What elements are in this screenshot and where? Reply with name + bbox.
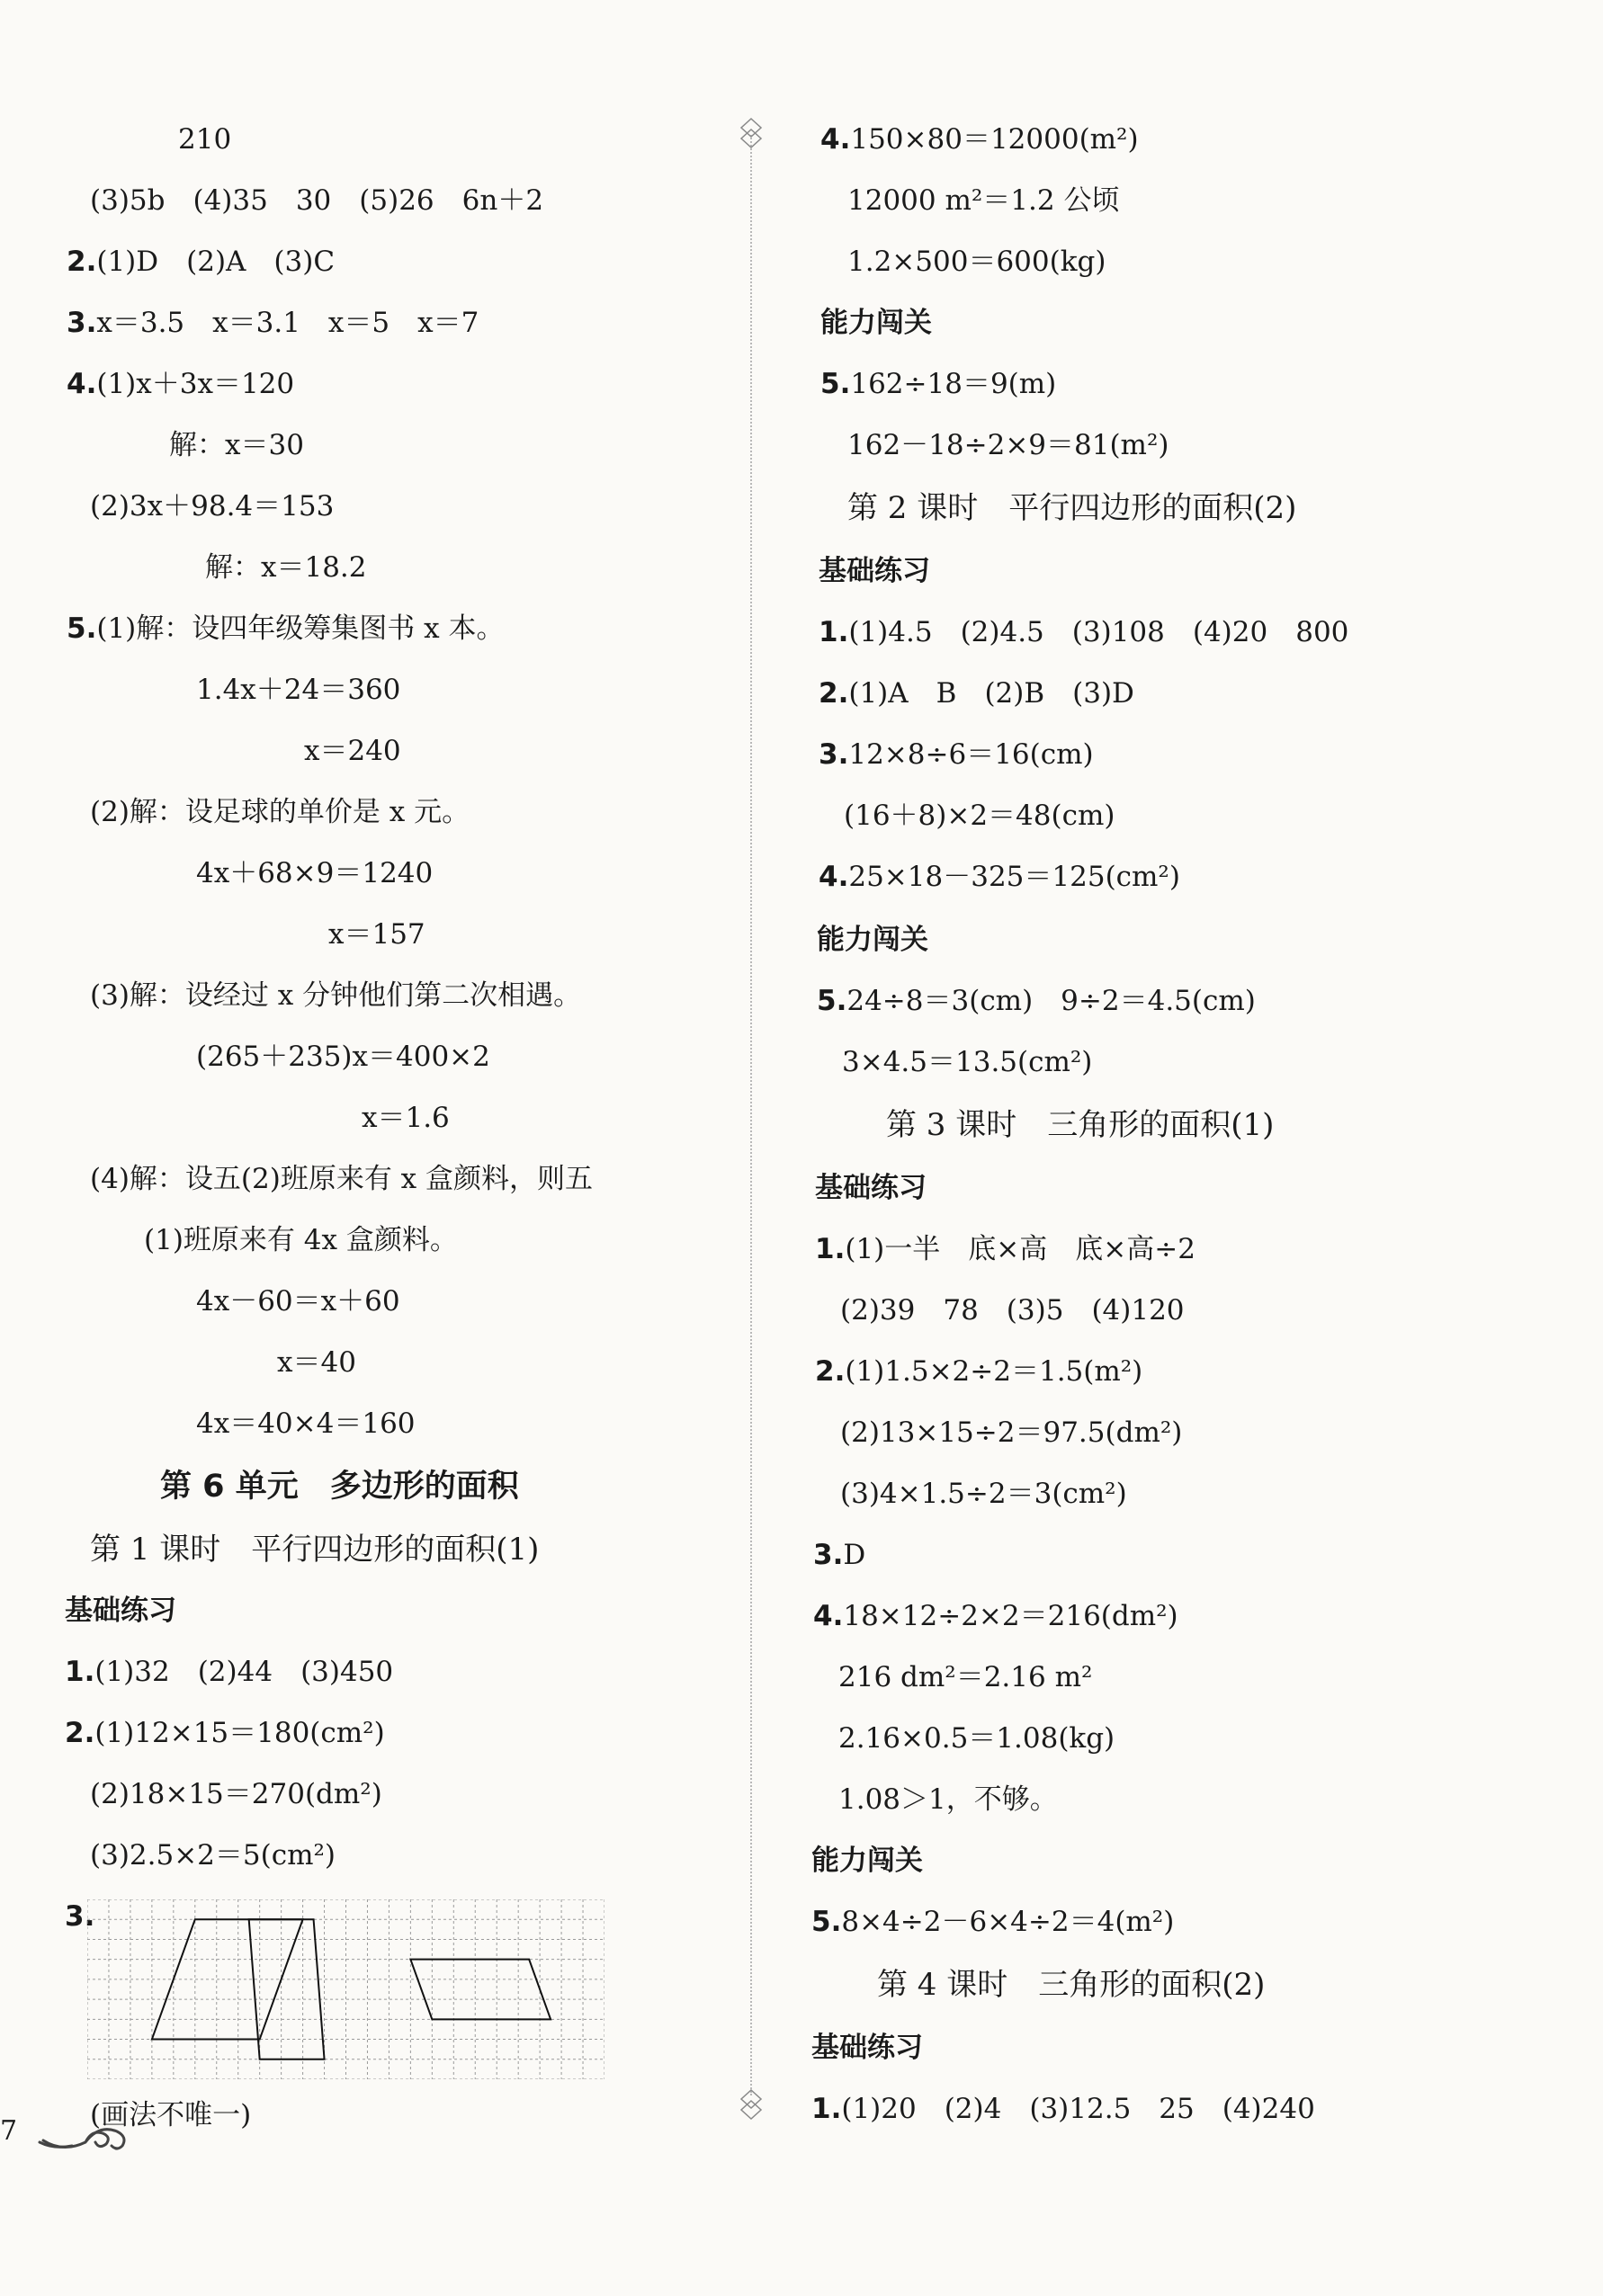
line-text: (1)1.5×2÷2＝1.5(m²) [845,1355,1143,1388]
line-text: 解：x＝18.2 [205,551,367,584]
answer-line [328,916,425,952]
line-text: 能力闯关 [811,1845,923,1877]
answer-line [178,121,231,157]
answer-line [838,1659,1092,1695]
line-text: 1.2×500＝600(kg) [847,246,1106,278]
answer-line [813,1598,1178,1634]
page-number: 7 [0,2115,18,2147]
answer-line [817,983,1256,1019]
answer-line [169,427,304,463]
line-text: (3)2.5×2＝5(cm²) [90,1839,336,1872]
line-text: 能力闯关 [820,307,932,339]
line-text: (2)解：设足球的单价是 x 元。 [90,796,470,828]
line-text: (1)班原来有 4x 盒颜料。 [144,1224,458,1256]
answer-line [90,978,581,1014]
line-text: (2)3x＋98.4＝153 [90,490,335,523]
answer-line [196,1039,490,1075]
section-heading [815,1170,927,1206]
answer-line [196,1283,400,1319]
section-heading [811,2030,923,2066]
line-text: (1)解：设四年级筹集图书 x 本。 [96,612,505,645]
line-text: 基础练习 [65,1595,176,1627]
lesson-heading [886,1107,1274,1143]
question-number: 3. [813,1539,844,1571]
line-text: 8×4÷2－6×4÷2＝4(m²) [841,1906,1175,1938]
line-text: (1)32 (2)44 (3)450 [94,1656,394,1688]
answer-line [90,183,543,219]
answer-line [65,1654,393,1690]
question-number: 1. [819,616,849,648]
answer-line [840,1476,1127,1512]
line-text: 150×80＝12000(m²) [850,123,1139,156]
line-text: (4)解：设五(2)班原来有 x 盒颜料，则五 [90,1163,594,1195]
line-text: (1)12×15＝180(cm²) [94,1717,385,1749]
answer-line [144,1222,458,1258]
line-text: 1.4x＋24＝360 [196,674,401,706]
answer-line [811,1904,1174,1940]
answer-line [67,305,479,341]
line-text: 4x－60＝x＋60 [196,1285,400,1318]
answer-line [815,1353,1142,1389]
answer-line [811,2091,1315,2127]
divider-knot-top-icon [739,117,763,153]
line-text: 18×12÷2×2＝216(dm²) [843,1600,1178,1632]
question-number: 2. [65,1717,95,1749]
line-text: (3)5b (4)35 30 (5)26 6n＋2 [90,184,544,217]
answer-line [65,1715,385,1751]
line-text: (1)x＋3x＝120 [96,368,295,400]
question-number: 3. [67,307,97,339]
answer-line [67,611,504,647]
line-text: 第 1 课时 平行四边形的面积(1) [90,1532,540,1568]
answer-line [277,1345,356,1380]
lesson-heading [847,490,1296,526]
answer-line [362,1100,450,1136]
line-text: 第 4 课时 三角形的面积(2) [877,1967,1266,2003]
answer-line [838,1720,1115,1756]
answer-line [67,366,294,402]
answer-line [196,855,433,891]
lesson-heading [90,1532,539,1568]
answer-line [813,1537,865,1573]
parallelogram-grid-figure [87,1899,604,2079]
answer-line [840,1415,1182,1451]
line-text: 第 6 单元 多边形的面积 [160,1469,519,1505]
question-number: 4. [819,861,849,893]
line-text: 4x＋68×9＝1240 [196,857,434,889]
line-text: 12×8÷6＝16(cm) [848,738,1094,771]
answer-line [847,427,1169,463]
line-text: 25×18－325＝125(cm²) [848,861,1180,893]
question-number: 3. [819,738,849,771]
line-text: x＝40 [277,1346,356,1379]
answer-line [196,672,400,708]
answer-line [838,1782,1058,1818]
line-text: 12000 m²＝1.2 公顷 [847,184,1120,217]
question-number: 1. [815,1233,846,1265]
answer-line [842,1044,1092,1080]
section-heading [820,305,932,341]
question-number: 5. [67,612,97,645]
line-text: x＝240 [304,735,401,767]
line-text: (1)4.5 (2)4.5 (3)108 (4)20 800 [848,616,1349,648]
question-number: 2. [819,677,849,710]
section-heading [65,1593,176,1629]
question-number: 3. [65,1900,95,1933]
section-heading [817,922,928,958]
question-number: 4. [820,123,851,156]
line-text: (3)4×1.5÷2＝3(cm²) [840,1478,1127,1510]
column-divider [750,135,752,2095]
line-text: x＝3.5 x＝3.1 x＝5 x＝7 [96,307,479,339]
answer-line [819,675,1134,711]
question-number: 1. [811,2093,842,2125]
answer-line [90,794,470,830]
lesson-heading [877,1967,1265,2003]
question-number: 2. [815,1355,846,1388]
line-text: (1)A B (2)B (3)D [848,677,1134,710]
line-text: 第 3 课时 三角形的面积(1) [886,1107,1275,1143]
line-text: (265＋235)x＝400×2 [196,1041,490,1073]
line-text: 2.16×0.5＝1.08(kg) [838,1722,1115,1755]
answer-line [67,244,335,280]
question-number: 5. [811,1906,842,1938]
line-text: 基础练习 [819,555,930,587]
answer-line [304,733,401,769]
section-heading [811,1843,923,1879]
line-text: 216 dm²＝2.16 m² [838,1661,1093,1693]
answer-line [847,183,1119,219]
line-text: (2)18×15＝270(dm²) [90,1778,382,1810]
answer-line [815,1231,1196,1267]
answer-line [844,798,1115,834]
answer-line [847,244,1106,280]
question-number: 5. [817,985,847,1017]
line-text: (3)解：设经过 x 分钟他们第二次相遇。 [90,979,582,1012]
answer-line [819,859,1180,895]
cloud-ornament-icon [36,2113,135,2158]
answer-line [819,614,1348,650]
section-heading [819,553,930,589]
answer-line [90,488,334,524]
line-text: (16＋8)×2＝48(cm) [844,800,1115,832]
answer-line [819,737,1094,773]
divider-knot-bottom-icon [739,2088,763,2124]
answer-line [90,1161,593,1197]
line-text: (1)20 (2)4 (3)12.5 25 (4)240 [841,2093,1315,2125]
unit-heading [160,1469,519,1505]
line-text: (画法不唯一) [90,2099,252,2131]
line-text: 第 2 课时 平行四边形的面积(2) [847,490,1297,526]
answer-line [90,1776,382,1812]
answer-line [90,1837,336,1873]
line-text: 4x＝40×4＝160 [196,1407,416,1440]
question-number: 1. [65,1656,95,1688]
answer-line [820,121,1139,157]
line-text: 162－18÷2×9＝81(m²) [847,429,1169,461]
line-text: x＝157 [328,918,425,951]
line-text: 基础练习 [811,2032,923,2064]
line-text: 162÷18＝9(m) [850,368,1057,400]
answer-line [820,366,1056,402]
answer-line [840,1292,1185,1328]
parallelogram-shape [410,1960,551,2020]
line-text: 基础练习 [815,1172,927,1204]
line-text: D [843,1539,866,1571]
answer-line [196,1406,416,1442]
line-text: 解：x＝30 [169,429,304,461]
line-text: (1)一半 底×高 底×高÷2 [845,1233,1196,1265]
line-text: (2)13×15÷2＝97.5(dm²) [840,1416,1183,1449]
line-text: (1)D (2)A (3)C [96,246,336,278]
question-number: 4. [813,1600,844,1632]
line-text: 210 [178,123,232,156]
question-number: 2. [67,246,97,278]
question-number: 5. [820,368,851,400]
answer-line [205,549,367,585]
line-text: 24÷8＝3(cm) 9÷2＝4.5(cm) [846,985,1256,1017]
line-text: 能力闯关 [817,924,928,956]
line-text: x＝1.6 [362,1102,450,1134]
line-text: 3×4.5＝13.5(cm²) [842,1046,1093,1078]
line-text: (2)39 78 (3)5 (4)120 [840,1294,1185,1327]
question-number: 4. [67,368,97,400]
line-text: 1.08＞1，不够。 [838,1783,1058,1816]
